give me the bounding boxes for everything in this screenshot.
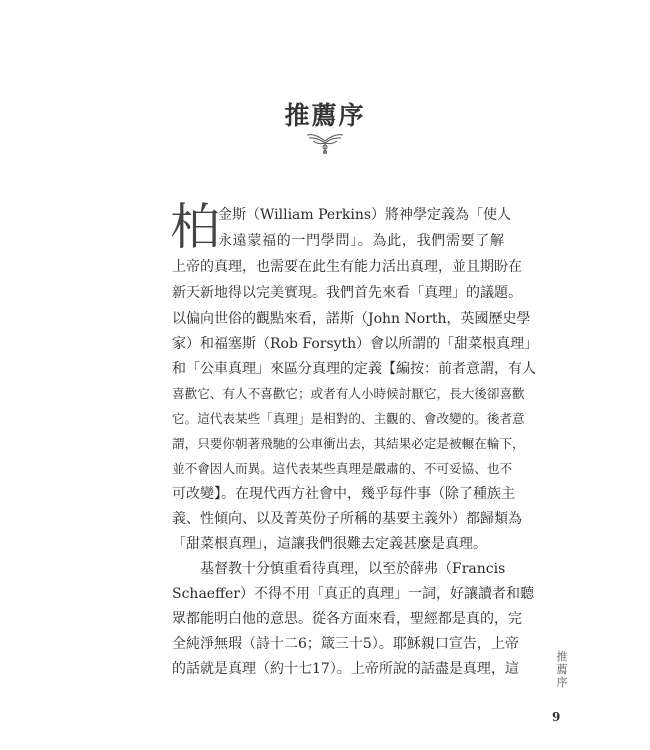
- text-line: 新天新地得以完美實現。我們首先來看「真理」的議題。: [172, 285, 522, 301]
- text-line: 並不會因人而異。這代表某些真理是嚴肅的、不可妥協、也不: [172, 461, 513, 476]
- text-line: 和「公車真理」來區分真理的定義【編按：前者意謂，有人: [172, 361, 536, 377]
- text-line: 家）和福塞斯（Rob Forsyth）會以所謂的「甜菜根真理」: [172, 336, 539, 352]
- text-line: 眾都能明白他的意思。從各方面來看，聖經都是真的，完: [172, 611, 522, 627]
- text-line: 基督教十分慎重看待真理，以至於薛弗（Francis: [200, 561, 506, 577]
- drop-cap: 柏: [170, 198, 220, 256]
- page-number: 9: [552, 710, 561, 724]
- text-line: 它。這代表某些「真理」是相對的、主觀的、會改變的。後者意: [172, 411, 525, 426]
- text-line: 的話就是真理（約十七17）。上帝所說的話盡是真理，這: [172, 661, 519, 677]
- text-line: 可改變】。在現代西方社會中，幾乎每件事（除了種族主: [172, 486, 515, 502]
- text-line: 金斯（William Perkins）將神學定義為「使人: [218, 207, 512, 223]
- text-line: 上帝的真理，也需要在此生有能力活出真理，並且期盼在: [172, 259, 522, 275]
- text-line: 全純淨無瑕（詩十二6；箴三十5）。耶穌親口宣告，上帝: [172, 636, 519, 652]
- chapter-title: 推薦序: [284, 101, 366, 130]
- text-line: 喜歡它、有人不喜歡它；或者有人小時候討厭它，長大後卻喜歡: [172, 386, 525, 401]
- running-head: 推薦序: [556, 650, 568, 689]
- ornament-icon: [305, 131, 345, 155]
- text-line: 永遠蒙福的一門學問」。為此，我們需要了解: [218, 233, 504, 249]
- text-line: 「甜菜根真理」，這讓我們很難去定義甚麼是真理。: [172, 536, 487, 552]
- text-line: 謂，只要你朝著飛馳的公車衝出去，其結果必定是被輾在輪下，: [172, 436, 525, 451]
- text-line: Schaeffer）不得不用「真正的真理」一詞，好讓讀者和聽: [172, 586, 535, 602]
- text-line: 以偏向世俗的觀點來看，諾斯（John North，英國歷史學: [172, 311, 531, 327]
- text-line: 義、性傾向、以及菁英份子所稱的基要主義外）都歸類為: [172, 511, 522, 527]
